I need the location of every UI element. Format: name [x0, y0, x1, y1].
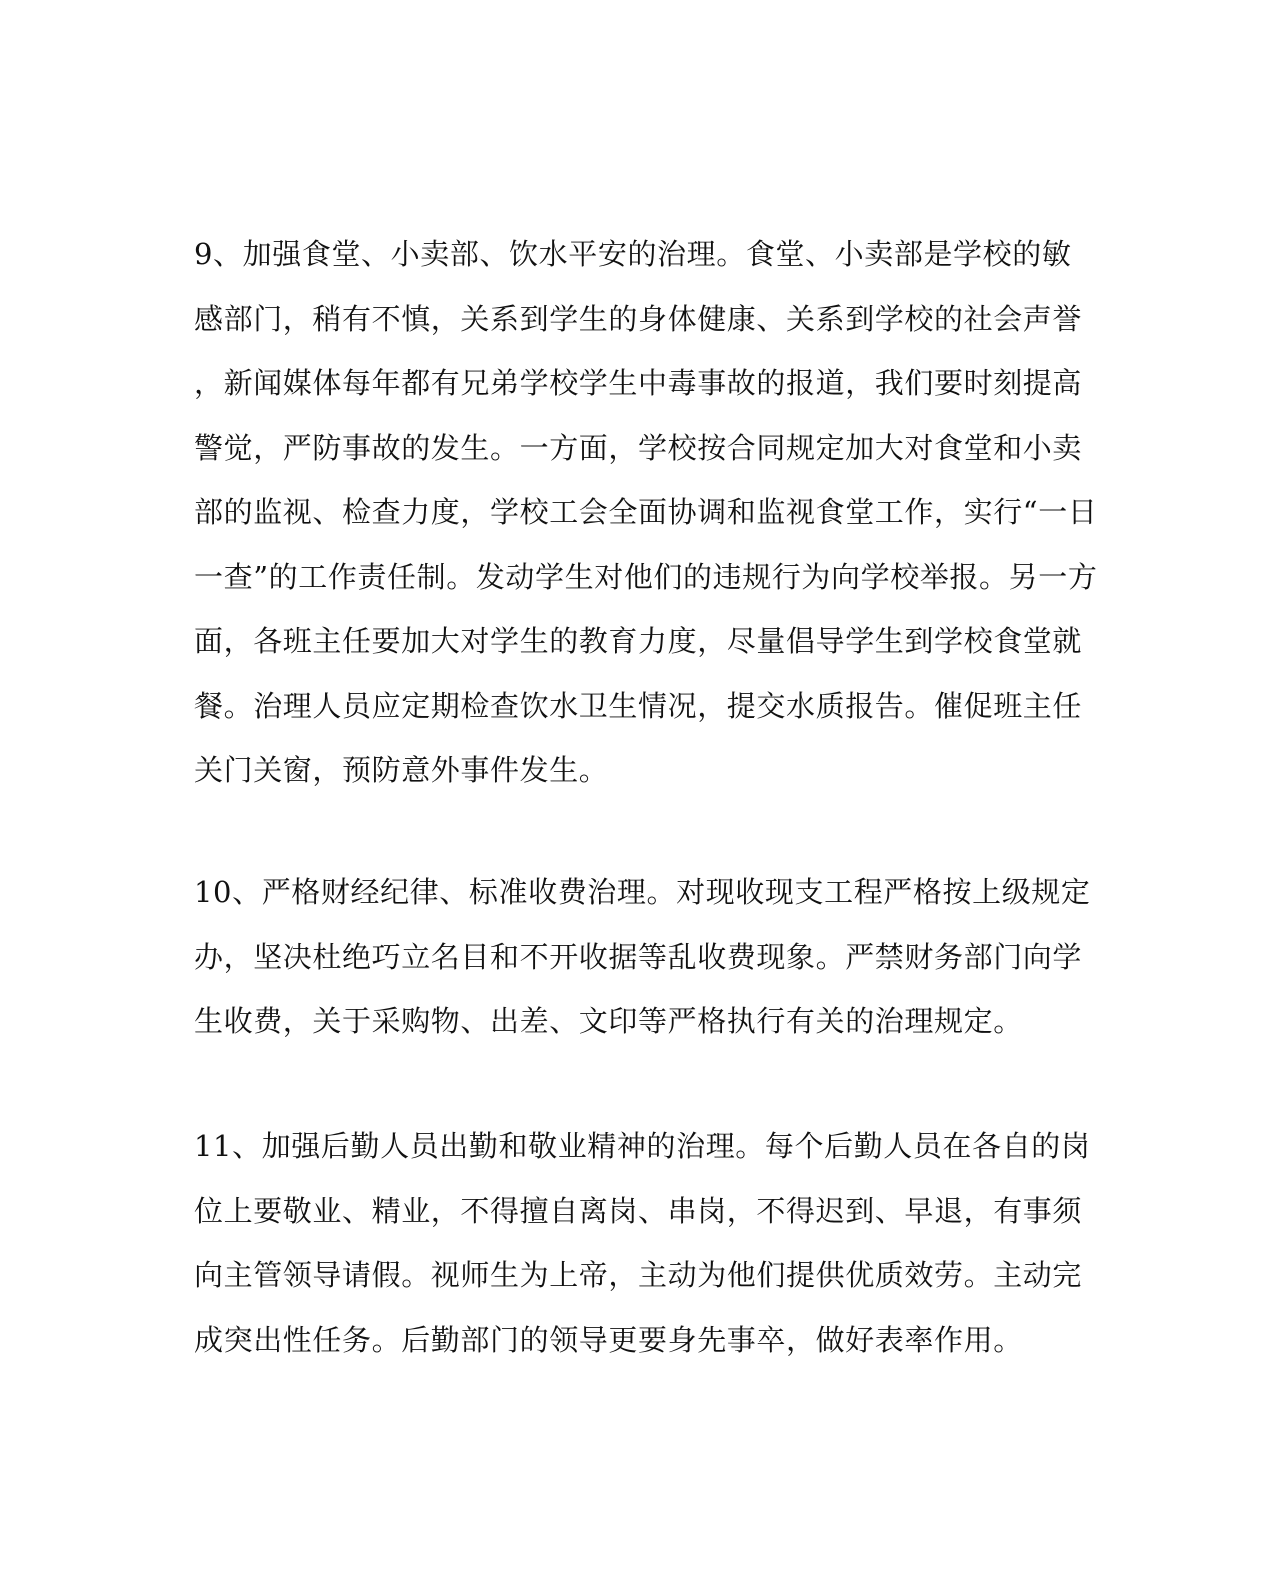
text-line: 9、加强食堂、小卖部、饮水平安的治理。食堂、小卖部是学校的敏	[194, 237, 1072, 271]
text-line: 部的监视、检查力度，学校工会全面协调和监视食堂工作，实行“一日	[194, 495, 1098, 529]
text-line: 生收费，关于采购物、出差、文印等严格执行有关的治理规定。	[194, 1004, 1023, 1038]
text-line: 感部门，稍有不慎，关系到学生的身体健康、关系到学校的社会声誉	[194, 301, 1083, 336]
text-line: 位上要敬业、精业，不得擅自离岗、串岗，不得迟到、早退，有事须	[194, 1193, 1083, 1228]
text-line: 一查”的工作责任制。发动学生对他们的违规行为向学校举报。另一方	[194, 559, 1098, 594]
paragraph-9-canteen-safety	[194, 222, 1098, 803]
text-line: 11、加强后勤人员出勤和敬业精神的治理。每个后勤人员在各自的岗	[194, 1129, 1091, 1163]
text-line: 10、严格财经纪律、标准收费治理。对现收现支工程严格按上级规定	[194, 875, 1091, 909]
paragraph-10-finance-discipline	[194, 860, 1094, 1054]
text-line: 成突出性任务。后勤部门的领导更要身先事卒，做好表率作用。	[194, 1322, 1023, 1357]
text-line: ，新闻媒体每年都有兄弟学校学生中毒事故的报道，我们要时刻提高	[194, 366, 1083, 400]
text-line: 关门关窗，预防意外事件发生。	[194, 753, 609, 787]
text-line: 餐。治理人员应定期检查饮水卫生情况，提交水质报告。催促班主任	[194, 688, 1083, 723]
text-line: 警觉，严防事故的发生。一方面，学校按合同规定加大对食堂和小卖	[194, 430, 1083, 465]
paragraph-11-staff-attendance	[194, 1114, 1094, 1372]
text-line: 向主管领导请假。视师生为上帝，主动为他们提供优质效劳。主动完	[194, 1258, 1083, 1292]
text-line: 办，坚决杜绝巧立名目和不开收据等乱收费现象。严禁财务部门向学	[194, 939, 1083, 974]
text-line: 面，各班主任要加大对学生的教育力度，尽量倡导学生到学校食堂就	[194, 624, 1083, 658]
